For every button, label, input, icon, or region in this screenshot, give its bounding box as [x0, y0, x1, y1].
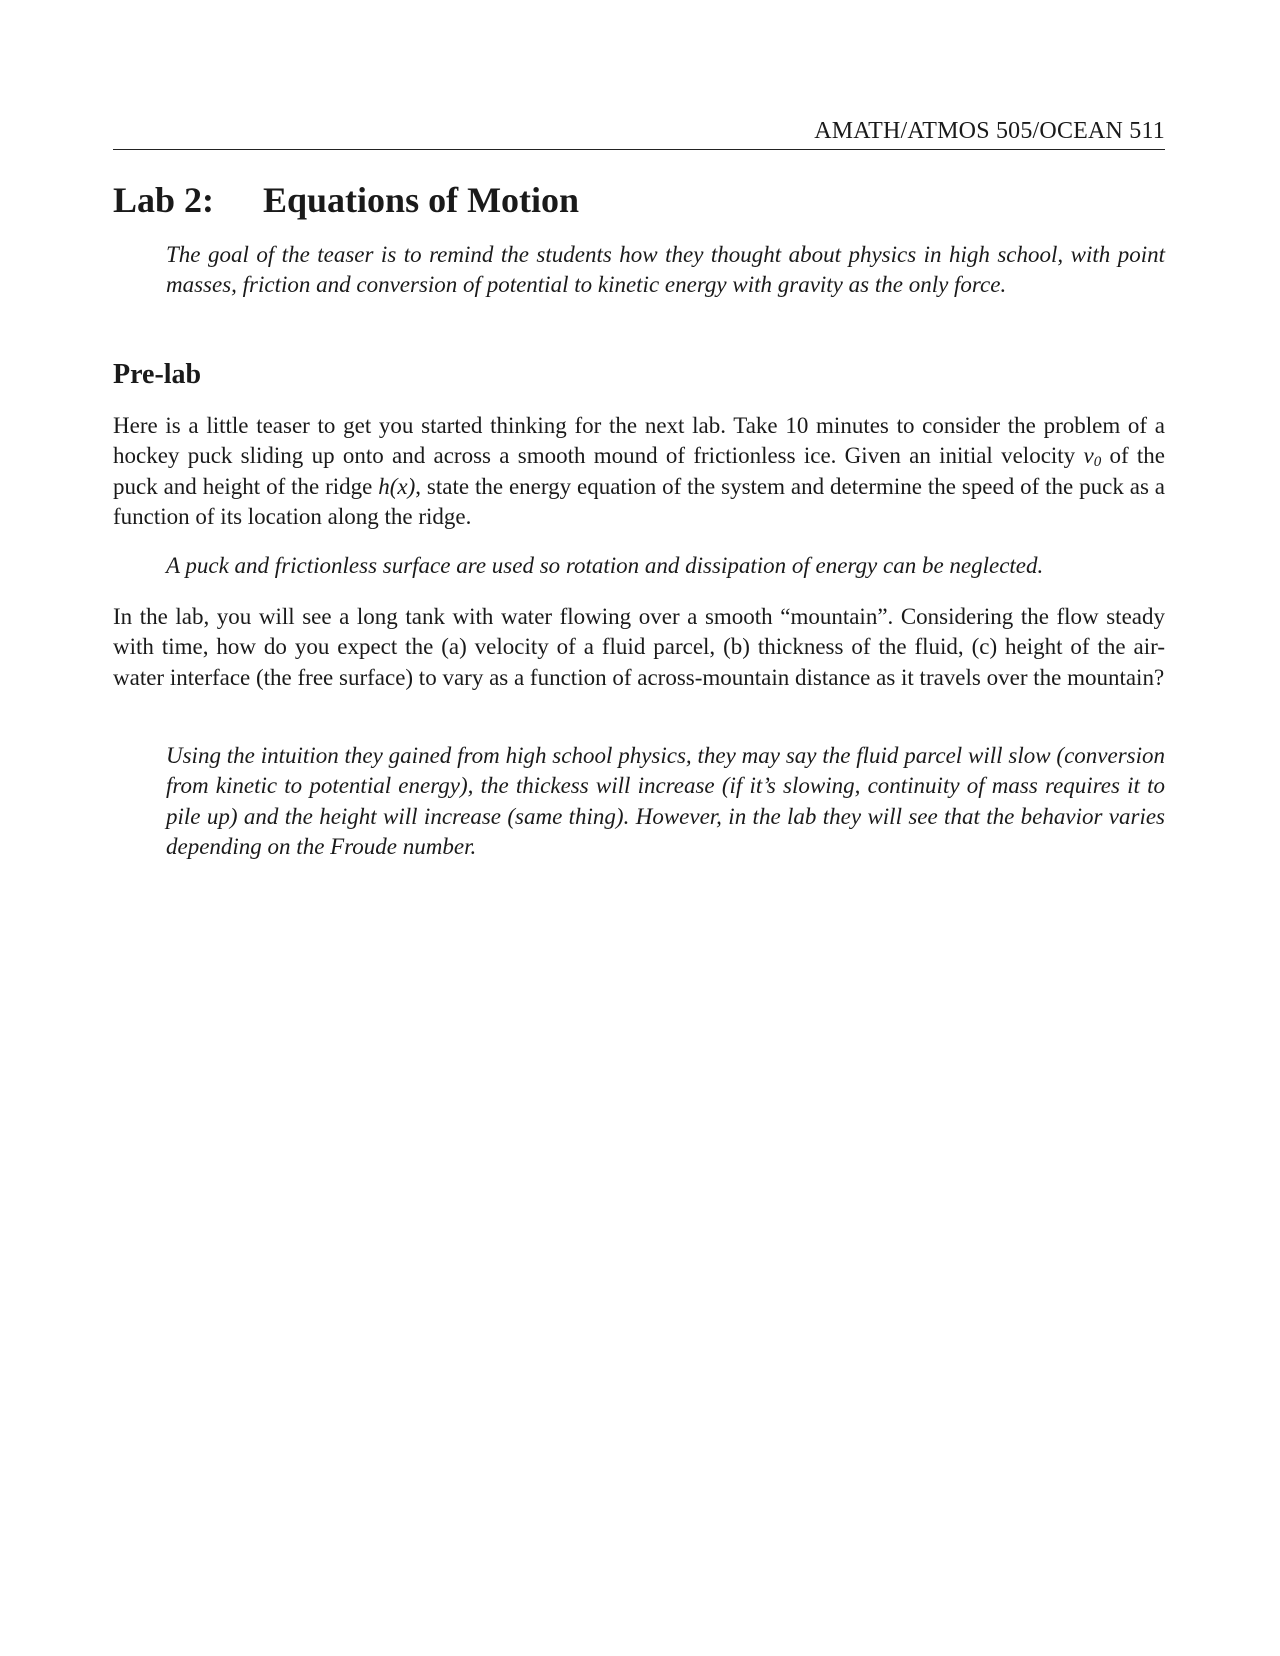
section-heading-prelab: Pre-lab	[113, 359, 202, 390]
puck-text-1: Here is a little teaser to get you started thinking for the next lab. Take 10 minutes to consider the problem of a hockey puck sliding up onto and across a smooth mound of frictionless ice. Given an initial velocity	[113, 413, 1165, 469]
instructor-note-intuition: Using the intuition they gained from high school physics, they may say the fluid parcel will slow (conversion from kinetic to potential energy), the thickess will increase (if it’s slowing, continuity of mass requires it to pile up) and the height will increase (same thing). However, in the lab they will see that the behavior varies depending on the Froude number.	[166, 743, 1165, 859]
puck-text-2: of the puck and height of the ridge	[113, 443, 1166, 499]
page-title	[113, 178, 579, 222]
prelab-paragraph-puck	[113, 411, 1165, 532]
lab-number: Lab 2:	[113, 180, 215, 220]
instructor-note-frictionless: A puck and frictionless surface are used so rotation and dissipation of energy can be neglected.	[166, 553, 1044, 578]
course-header: AMATH/ATMOS 505/OCEAN 511	[814, 118, 1165, 144]
puck-text-3: , state the energy equation of the system and determine the speed of the puck as a function of its location along the ridge.	[113, 473, 1166, 529]
lab-name: Equations of Motion	[263, 180, 580, 220]
prelab-paragraph-tank: In the lab, you will see a long tank with water flowing over a smooth “mountain”. Considering the flow steady with time, how do you expect the (a) velocity of a fluid parcel, (b) thickness of the fluid, (c) height of the air-water interface (the free surface) to vary as a function of across-mountain distance as it travels over the mountain?	[113, 604, 1165, 690]
velocity-symbol: $v_0$	[1083, 443, 1102, 471]
height-function-symbol: h(x)	[378, 473, 416, 499]
header-rule	[113, 149, 1165, 150]
instructor-note-goal: The goal of the teaser is to remind the students how they thought about physics in high school, with point masses, friction and conversion of potential to kinetic energy with gravity as the only force.	[166, 242, 1165, 298]
